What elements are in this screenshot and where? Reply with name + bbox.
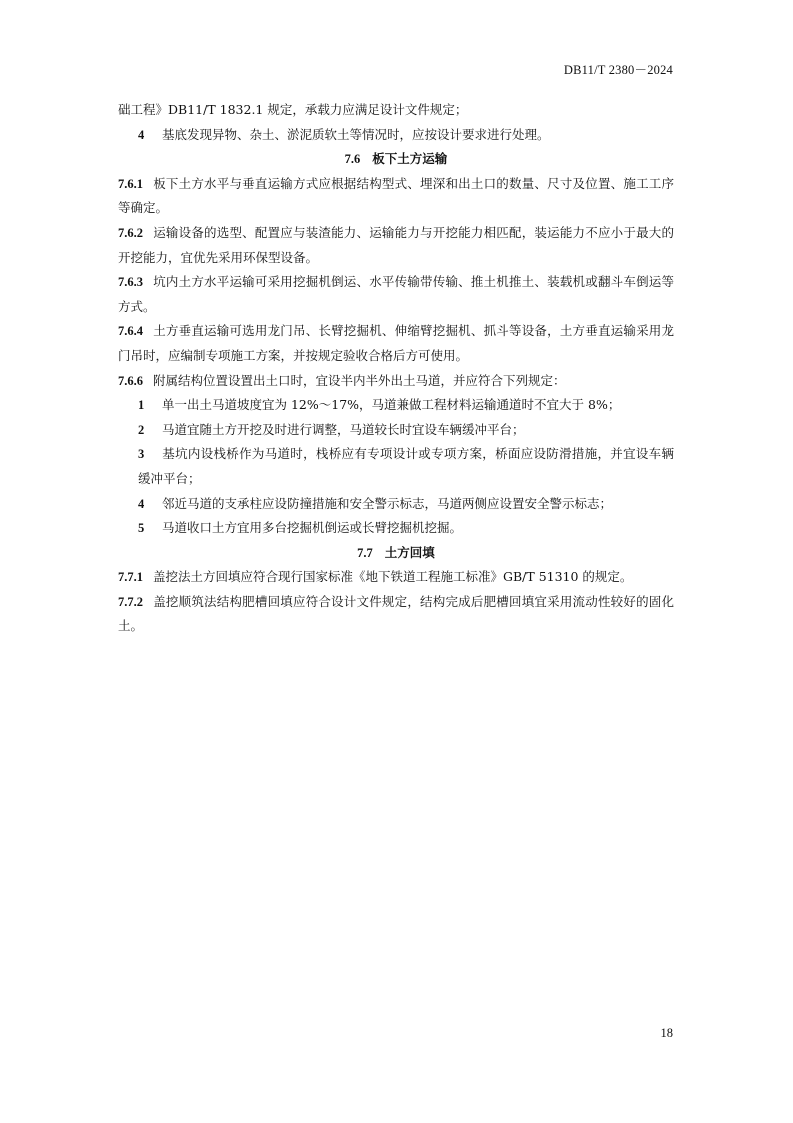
clause-text: 附属结构位置设置出土口时，宜设半内半外出土马道，并应符合下列规定： — [153, 372, 566, 388]
list-item — [118, 442, 674, 491]
section-heading — [118, 541, 674, 566]
clause — [118, 221, 674, 270]
section-number: 7.7 — [357, 545, 373, 560]
item-number: 1 — [138, 398, 145, 413]
page-body — [118, 98, 674, 639]
clause-text: 盖挖顺筑法结构肥槽回填应符合设计文件规定，结构完成后肥槽回填宜采用流动性较好的固化土。 — [118, 593, 674, 634]
page-number: 18 — [660, 1026, 673, 1040]
clause-number: 7.7.2 — [118, 594, 143, 609]
clause-text: 坑内土方水平运输可采用挖掘机倒运、水平传输带传输、推土机推土、装载机或翻斗车倒运等方式。 — [118, 274, 674, 314]
clause-text: 板下土方水平与垂直运输方式应根据结构型式、埋深和出土口的数量、尺寸及位置、施工工序等确定。 — [118, 175, 674, 216]
list-item — [118, 516, 674, 541]
clause-number: 7.6.4 — [118, 324, 143, 339]
clause-text: 运输设备的选型、配置应与装渣能力、运输能力与开挖能力相匹配，装运能力不应小于最大的开挖能力，宜优先采用环保型设备。 — [118, 224, 674, 265]
item-number: 2 — [138, 422, 145, 437]
list-item — [118, 418, 674, 443]
section-title: 板下土方运输 — [372, 151, 448, 167]
clause — [118, 369, 674, 394]
continued-text — [118, 98, 674, 123]
item-text: 单一出土马道坡度宜为 12%～17%，马道兼做工程材料运输通道时不宜大于 8%； — [162, 397, 621, 413]
clause — [118, 565, 674, 590]
paragraph-text: 础工程》DB11/T 1832.1 规定，承载力应满足设计文件规定； — [118, 102, 468, 117]
item-text: 邻近马道的支承柱应设防撞措施和安全警示标志，马道两侧应设置安全警示标志； — [162, 495, 613, 511]
clause-number: 7.6.3 — [118, 275, 143, 290]
section-title: 土方回填 — [384, 544, 435, 560]
clause — [118, 172, 674, 221]
clause-number: 7.6.1 — [118, 176, 143, 191]
item-number: 4 — [138, 127, 145, 142]
document-code: DB11/T 2380－2024 — [563, 63, 673, 77]
clause — [118, 590, 674, 639]
item-text: 基坑内设栈桥作为马道时，栈桥应有专项设计或专项方案，桥面应设防滑措施，并宜设车辆缓冲平台； — [138, 446, 674, 486]
clause — [118, 319, 674, 368]
clause-number: 7.6.6 — [118, 373, 143, 388]
clause-number: 7.6.2 — [118, 225, 143, 240]
item-text: 马道宜随土方开挖及时进行调整，马道较长时宜设车辆缓冲平台； — [162, 421, 525, 437]
list-item — [118, 492, 674, 517]
section-number: 7.6 — [344, 152, 361, 167]
section-heading — [118, 147, 674, 172]
clause-text: 土方垂直运输可选用龙门吊、长臂挖掘机、伸缩臂挖掘机、抓斗等设备，土方垂直运输采用龙门吊时，应编制专项施工方案，并按规定验收合格后方可使用。 — [118, 323, 674, 363]
list-item — [118, 393, 674, 418]
clause-text: 盖挖法土方回填应符合现行国家标准《地下铁道工程施工标准》GB/T 51310 的规定。 — [153, 569, 633, 585]
item-text: 马道收口土方宜用多台挖掘机倒运或长臂挖掘机挖掘。 — [162, 520, 463, 536]
item-number: 5 — [138, 521, 145, 536]
item-number: 3 — [138, 447, 145, 462]
clause — [118, 270, 674, 319]
item-text: 基底发现异物、杂土、淤泥质软土等情况时，应按设计要求进行处理。 — [162, 126, 550, 142]
list-item — [118, 123, 674, 148]
item-number: 4 — [138, 496, 145, 511]
clause-number: 7.7.1 — [118, 570, 143, 585]
